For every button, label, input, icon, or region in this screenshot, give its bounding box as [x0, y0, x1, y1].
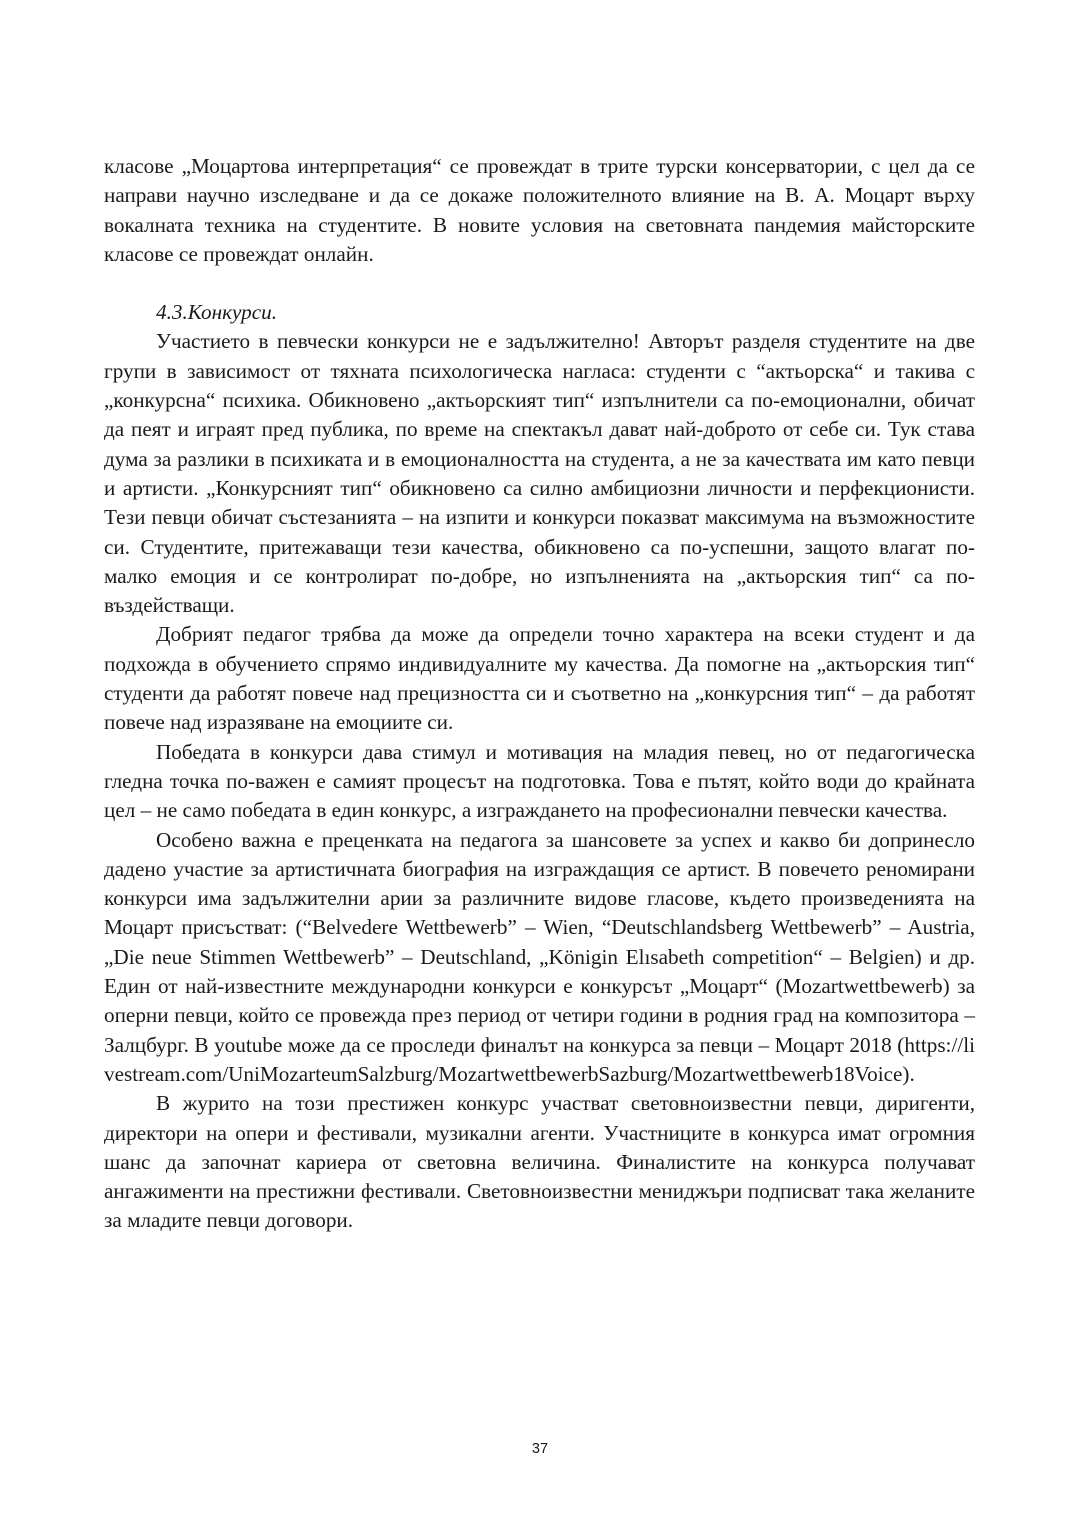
paragraph-jury: В журито на този престижен конкурс участват световноизвестни певци, диригенти, директори на опери и фестивали, музикални агенти. Участниците в конкурса имат огромния шанс да започнат кариера от световна величина. Финалистите на конкурса получават ангажименти на престижни фестивали. Световноизвестни мениджъри подписват така желаните за младите певци договори.	[104, 1091, 975, 1233]
section-heading: 4.3.Конкурси.	[156, 300, 278, 325]
paragraph-good-teacher: Добрият педагог трябва да може да определи точно характера на всеки студент и да подхожда в обучението спрямо индивидуалните му качества. Да помогне на „актьорския тип“ студенти да работят повече над прецизността си и съответно на „конкурсния тип“ – да работят повече над изразяване на емоциите си.	[104, 622, 975, 735]
paragraph-competitions	[104, 826, 975, 1090]
page-number: 37	[531, 1441, 549, 1457]
paragraph-victory: Победата в конкурси дава стимул и мотивация на младия певец, но от педагогическа гледна точка по-важен е самият процесът на подготовка. Това е пътят, който води до крайната цел – не само победата в един конкурс, а изграждането на професионални певчески качества.	[104, 739, 975, 823]
livestream-url: (https://livestream.com/UniMozarteumSalzburg/MozartwettbewerbSazburg/Mozartwettbewerb18Voice).	[104, 1032, 975, 1086]
body-text	[104, 152, 975, 1236]
paragraph-participation: Участието в певчески конкурси не е задължително! Авторът разделя студентите на две групи в зависимост от тяхната психологическа нагласа: студенти с “актьорска“ и такива с „конкурсна“ психика. Обикновено „актьорският тип“ изпълнители са по-емоционални, обичат да пеят и играят пред публика, по време на спектакъл дават най-доброто от себе си. Тук става дума за разлики в психиката и в емоционалността на студента, а не за качествата им като певци и артисти. „Конкурсният тип“ обикновено са силно амбициозни личности и перфекционисти. Тези певци обичат състезанията – на изпити и конкурси показват максимума на възможностите си. Студентите, притежаващи тези качества, обикновено са по-успешни, защото влагат по-малко емоция и се контролират по-добре, но изпълненията на „актьорския тип“ са по-въздействащи.	[104, 329, 975, 618]
paragraph-competitions-text: Особено важна е преценката на педагога за шансовете за успех и какво би допринесло дадено участие за артистичната биография на изграждащия се артист. В повечето реномирани конкурси има задължителни арии за различните видове гласове, където произведенията на Моцарт присъстват: (“Belvedere Wettbewerb” – Wien, “Deutschlandsberg Wettbewerb” – Austria, „Die neue Stimmen Wettbewerb” – Deutschland, „Königin Elısabeth competition“ – Belgien) и др. Един от най-известните международни конкурси е конкурсът „Моцарт“ (Mozartwettbewerb) за оперни певци, който се провежда през период от четири години в родния град на композитора – Залцбург. В youtube може да се проследи финалът на конкурса за певци – Моцарт 2018	[104, 827, 975, 1057]
paragraph-continued: класове „Моцартова интерпретация“ се провеждат в трите турски консерватории, с цел да се направи научно изследване и да се докаже положителното влияние на В. А. Моцарт върху вокалната техника на студентите. В новите условия на световната пандемия майсторските класове се провеждат онлайн.	[104, 154, 975, 266]
